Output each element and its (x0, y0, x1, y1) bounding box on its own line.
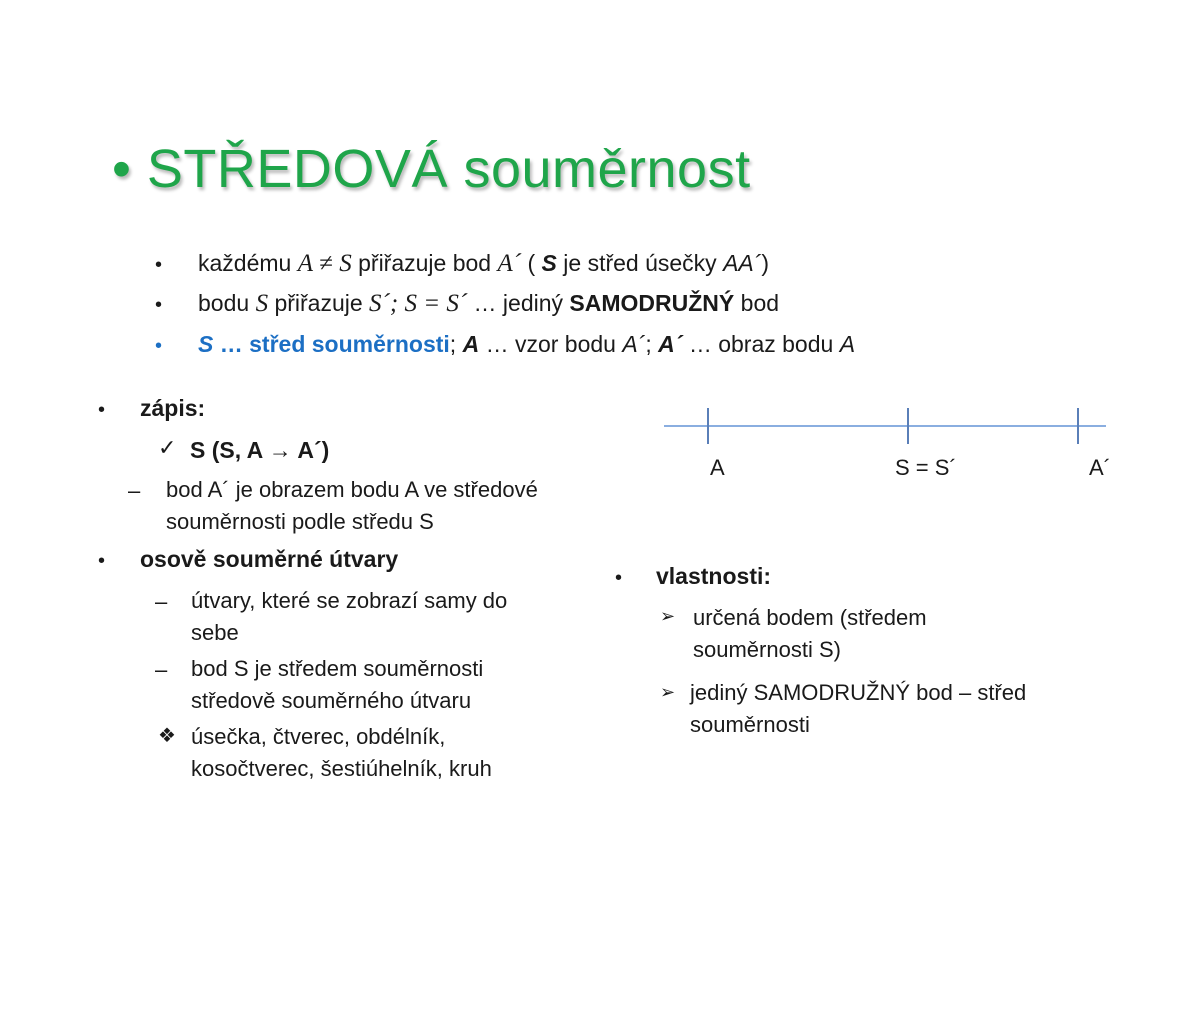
text: každému (198, 250, 298, 276)
a-bold: A (462, 331, 480, 357)
definition-line-3 (198, 331, 855, 358)
segment-aa: AA´ (723, 250, 762, 276)
a-prime-bold: A´ (658, 331, 683, 357)
bullet-icon: • (615, 567, 623, 589)
zapis-heading: zápis: (140, 395, 206, 421)
text: ( (521, 250, 542, 276)
text: je střed úsečky (556, 250, 724, 276)
text: přiřazuje bod (351, 250, 498, 276)
definition-line-1 (198, 250, 769, 278)
bullet-icon: • (155, 254, 163, 276)
utvary-item-1 (191, 585, 507, 649)
text: souměrnosti S) (693, 637, 841, 662)
text: ; (645, 331, 659, 357)
vlastnosti-item-1 (693, 602, 927, 666)
text: kosočtverec, šestiúhelník, kruh (191, 756, 492, 781)
definition-line-2 (198, 290, 779, 318)
text: sebe (191, 620, 239, 645)
bullet-icon: • (155, 335, 163, 357)
text: určená bodem (středem (693, 605, 927, 630)
math-s: S (339, 250, 352, 277)
zapis-notation: S (S, A → A´) (190, 437, 330, 463)
slide-title: • STŘEDOVÁ souměrnost (112, 139, 751, 199)
text: bod A´ je obrazem bodu A ve středové (166, 477, 538, 502)
utvary-item-3 (191, 721, 492, 785)
zapis-description (166, 474, 538, 538)
text: souměrnosti podle středu S (166, 509, 434, 534)
text: … jediný (467, 290, 570, 316)
diagram-label-a-prime: A´ (1089, 455, 1111, 480)
vlastnosti-item-2 (690, 677, 1026, 741)
dash-icon: – (128, 478, 141, 503)
check-icon: ✓ (158, 436, 177, 461)
a-prime: A´ (622, 331, 646, 357)
math-a-prime: A´ (497, 250, 522, 277)
text: ) (761, 250, 770, 276)
diagram-label-s: S = S´ (895, 455, 957, 480)
math-neq: ≠ (313, 250, 340, 277)
math-a: A (297, 250, 313, 277)
s-bold: S (541, 250, 557, 276)
arrowhead-bullet-icon: ➢ (660, 682, 676, 703)
diamond-bullet-icon: ❖ (158, 723, 176, 747)
text: bod S je středem souměrnosti (191, 656, 484, 681)
text: ; (449, 331, 463, 357)
math-s-equals: S´; S = S´ (369, 290, 468, 317)
dash-icon: – (155, 589, 168, 614)
text: jediný SAMODRUŽNÝ bod – střed (690, 680, 1027, 705)
bullet-icon: • (155, 294, 163, 316)
a-italic: A (839, 331, 856, 357)
bullet-icon: • (98, 399, 106, 421)
s-center: S (198, 331, 214, 357)
text: … obraz bodu (682, 331, 840, 357)
text: bod (734, 290, 780, 316)
utvary-heading: osově souměrné útvary (140, 546, 399, 572)
text: úsečka, čtverec, obdélník, (191, 724, 446, 749)
math-s: S (255, 290, 269, 317)
text: … vzor bodu (479, 331, 623, 357)
dash-icon: – (155, 657, 168, 682)
text: bodu (198, 290, 256, 316)
text: středově souměrného útvaru (191, 688, 472, 713)
center-label: … střed souměrnosti (213, 331, 450, 357)
text: souměrnosti (690, 712, 810, 737)
arrowhead-bullet-icon: ➢ (660, 606, 676, 627)
diagram-label-a: A (710, 455, 725, 480)
segment-diagram (660, 400, 1120, 490)
vlastnosti-heading: vlastnosti: (656, 563, 772, 589)
bullet-icon: • (98, 550, 106, 572)
utvary-item-2 (191, 653, 483, 717)
text: přiřazuje (268, 290, 370, 316)
samodruzny-bold: SAMODRUŽNÝ (569, 290, 735, 316)
text: útvary, které se zobrazí samy do (191, 588, 508, 613)
